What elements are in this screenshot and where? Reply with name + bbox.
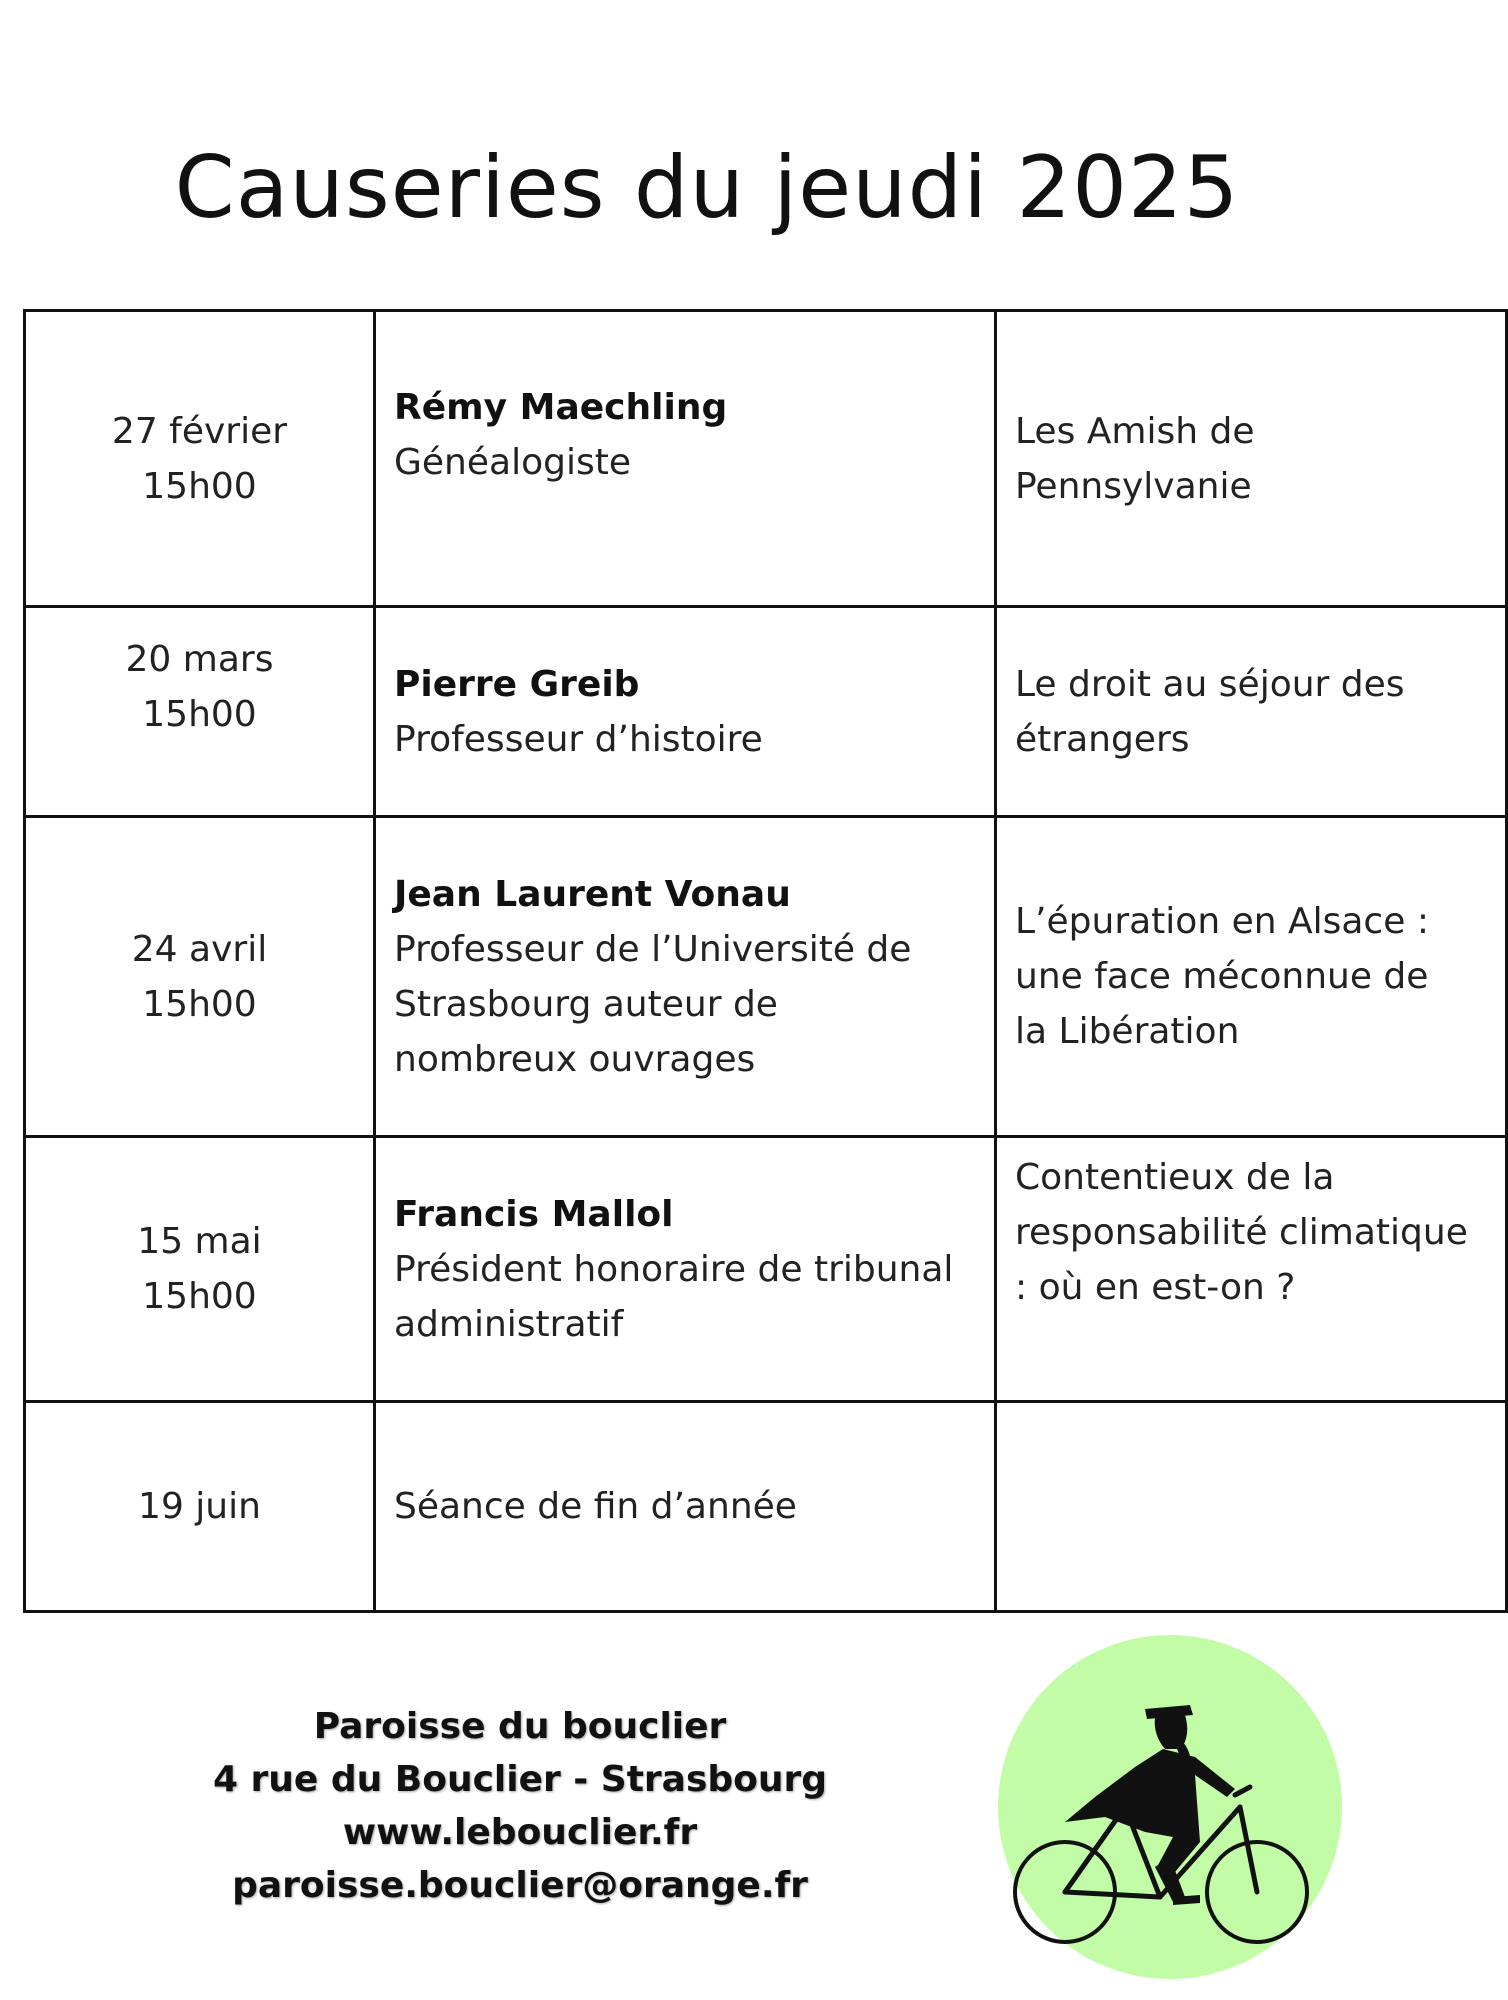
topic-cell bbox=[996, 311, 1507, 607]
topic-line: Le droit au séjour des bbox=[1015, 663, 1405, 705]
topic-line: étrangers bbox=[1015, 718, 1190, 760]
date-text: 20 mars bbox=[125, 639, 274, 680]
topic-line: la Libération bbox=[1015, 1011, 1240, 1052]
speaker-role: Strasbourg auteur de bbox=[394, 983, 778, 1025]
address: 4 rue du Bouclier - Strasbourg bbox=[212, 1759, 828, 1800]
topic-line: Pennsylvanie bbox=[1015, 465, 1252, 507]
speaker-cell bbox=[375, 1402, 996, 1612]
time-text: 15h00 bbox=[142, 983, 257, 1025]
date-text: 24 avril bbox=[131, 928, 268, 970]
speaker-role: nombreux ouvrages bbox=[394, 1038, 756, 1080]
speaker-cell bbox=[375, 817, 996, 1137]
topic-cell bbox=[996, 817, 1507, 1137]
speaker-role: administratif bbox=[394, 1303, 624, 1345]
date-cell bbox=[25, 1402, 375, 1612]
speaker-name: Francis Mallol bbox=[394, 1193, 674, 1235]
topic-line: Contentieux de la bbox=[1015, 1157, 1335, 1198]
date-cell bbox=[25, 1137, 375, 1402]
session-label: Séance de fin d’année bbox=[394, 1486, 797, 1527]
topic-line: responsabilité climatique bbox=[1015, 1212, 1468, 1253]
speaker-cell bbox=[375, 1137, 996, 1402]
topic-line: L’épuration en Alsace : bbox=[1015, 901, 1429, 942]
topic-line: : où en est-on ? bbox=[1015, 1267, 1296, 1308]
date-text: 15 mai bbox=[137, 1221, 262, 1262]
topic-cell bbox=[996, 607, 1507, 817]
speaker-name: Pierre Greib bbox=[394, 663, 640, 705]
cyclist-logo-icon bbox=[995, 1657, 1345, 1957]
speaker-role: Généalogiste bbox=[394, 442, 631, 483]
table-row bbox=[25, 1137, 1507, 1402]
date-cell bbox=[25, 311, 375, 607]
table-row bbox=[25, 1402, 1507, 1612]
contact-block bbox=[130, 1700, 910, 1912]
topic-cell bbox=[996, 1137, 1507, 1402]
cyclist-logo bbox=[995, 1657, 1345, 1957]
parish-name: Paroisse du bouclier bbox=[313, 1706, 727, 1747]
table-row bbox=[25, 311, 1507, 607]
website-link[interactable]: www.lebouclier.fr bbox=[342, 1812, 698, 1853]
topic-line: Les Amish de bbox=[1015, 410, 1255, 452]
speaker-role: Professeur d’histoire bbox=[394, 718, 763, 760]
topic-line: une face méconnue de bbox=[1015, 956, 1429, 997]
email-link[interactable]: paroisse.bouclier@orange.fr bbox=[232, 1865, 808, 1906]
page-title: Causeries du jeudi 2025 bbox=[174, 138, 1240, 238]
speaker-cell bbox=[375, 311, 996, 607]
speaker-role: Président honoraire de tribunal bbox=[394, 1248, 954, 1290]
time-text: 15h00 bbox=[142, 465, 257, 507]
table-row bbox=[25, 817, 1507, 1137]
speaker-name: Rémy Maechling bbox=[394, 387, 728, 428]
time-text: 15h00 bbox=[142, 694, 257, 735]
date-text: 19 juin bbox=[138, 1486, 261, 1527]
date-cell bbox=[25, 817, 375, 1137]
speaker-cell bbox=[375, 607, 996, 817]
speaker-name: Jean Laurent Vonau bbox=[394, 873, 791, 915]
date-text: 27 février bbox=[111, 410, 288, 452]
table-row bbox=[25, 607, 1507, 817]
speaker-role: Professeur de l’Université de bbox=[394, 928, 912, 970]
schedule-table bbox=[23, 309, 1508, 1613]
time-text: 15h00 bbox=[142, 1276, 257, 1317]
date-cell bbox=[25, 607, 375, 817]
topic-cell bbox=[996, 1402, 1507, 1612]
